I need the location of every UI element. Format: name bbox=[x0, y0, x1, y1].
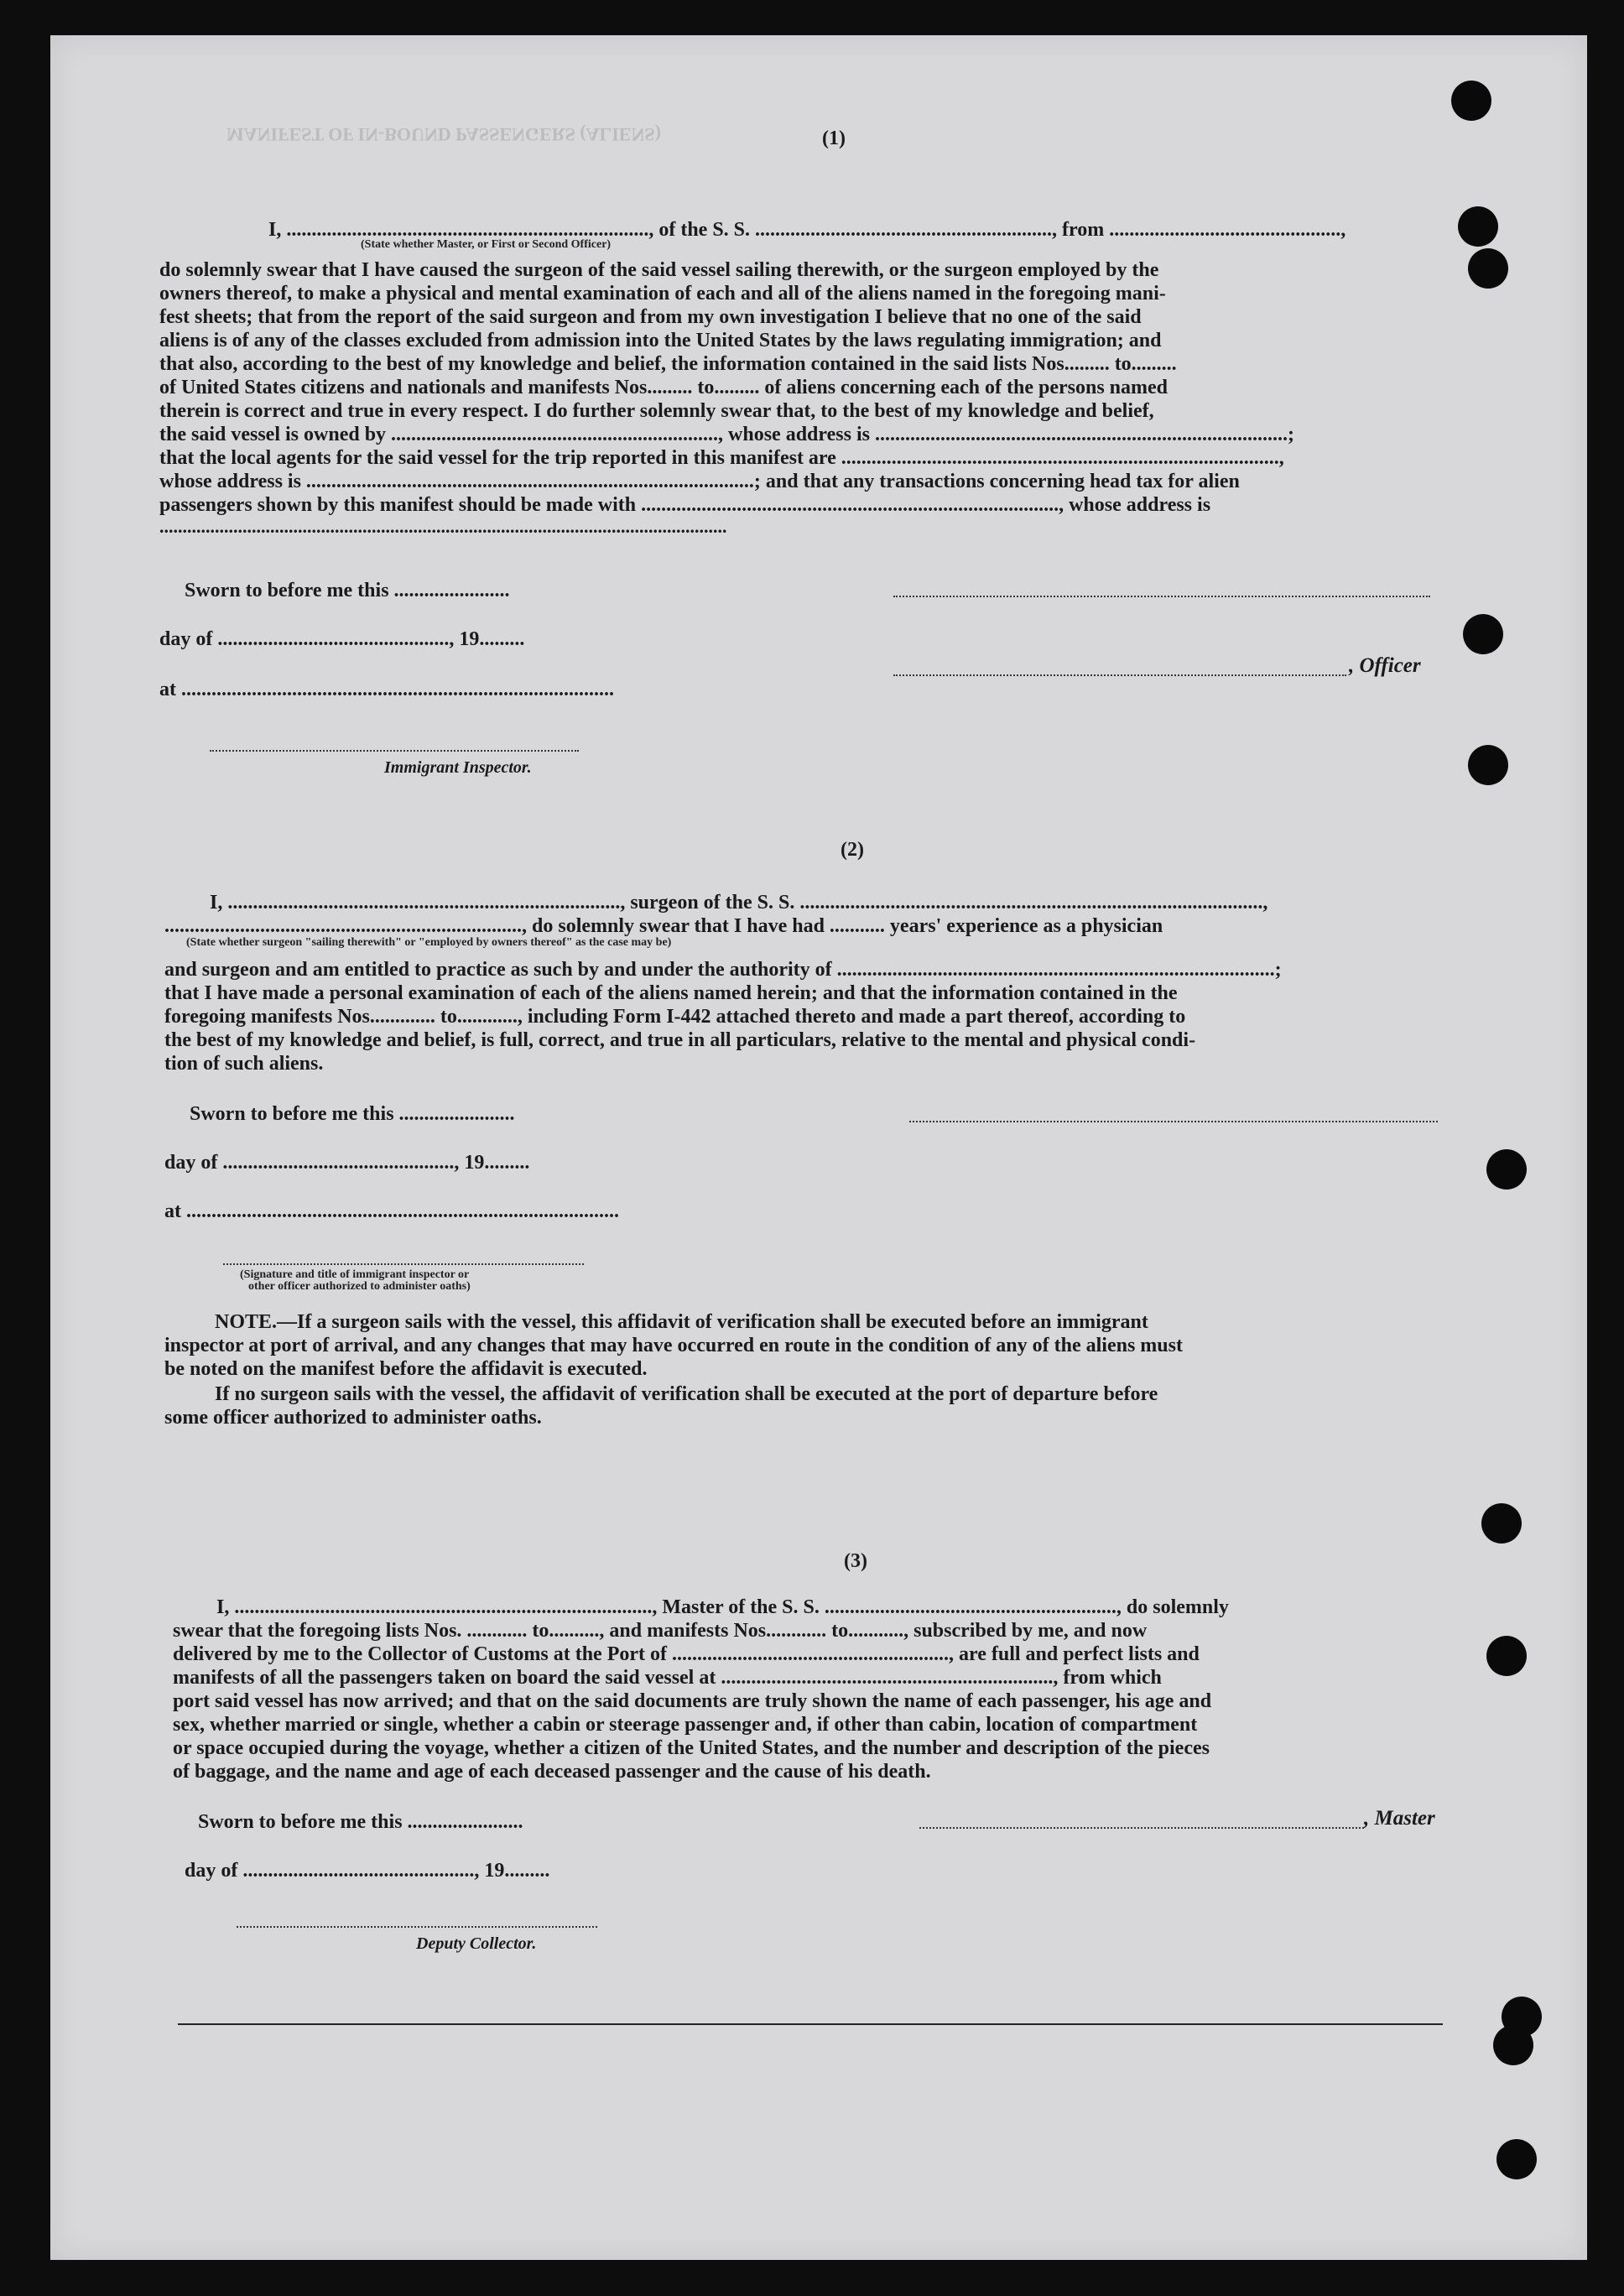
signature-note: other officer authorized to administer oaths) bbox=[248, 1280, 471, 1293]
oath-line: aliens is of any of the classes excluded from admission into the United States by the laws regulating immigration; and bbox=[159, 330, 1162, 351]
note-line: be noted on the manifest before the affidavit is executed. bbox=[164, 1358, 648, 1380]
master-line: of baggage, and the name and age of each deceased passenger and the cause of his death. bbox=[173, 1761, 931, 1783]
note-line: NOTE.—If a surgeon sails with the vessel, this affidavit of verification shall be executed before an immigrant bbox=[215, 1311, 1148, 1333]
oath-line: do solemnly swear that I have caused the surgeon of the said vessel sailing therewith, or the surgeon employed by the bbox=[159, 259, 1159, 281]
note-line: If no surgeon sails with the vessel, the affidavit of verification shall be executed at the port of departure before bbox=[215, 1383, 1158, 1405]
surgeon-line: foregoing manifests Nos............. to............, including Form I-442 attached thereto and made a part thereof, according to bbox=[164, 1006, 1186, 1028]
master-line: delivered by me to the Collector of Customs at the Port of ......................................................., are full and perfect lists and bbox=[173, 1643, 1200, 1665]
oath-line: fest sheets; that from the report of the said surgeon and from my own investigation I believe that no one of the said bbox=[159, 306, 1142, 328]
collector-label: Deputy Collector. bbox=[416, 1934, 537, 1953]
bottom-rule bbox=[178, 2023, 1443, 2025]
oath-line: that the local agents for the said vessel for the trip reported in this manifest are ......................................................................................., bbox=[159, 447, 1284, 469]
punch-hole bbox=[1451, 81, 1491, 121]
collector-signature-field[interactable] bbox=[237, 1926, 597, 1928]
punch-hole bbox=[1493, 2025, 1533, 2065]
inspector-label: Immigrant Inspector. bbox=[384, 758, 532, 777]
master-line: sex, whether married or single, whether a cabin or steerage passenger and, if other than cabin, location of compartment bbox=[173, 1714, 1198, 1736]
oath-line: therein is correct and true in every respect. I do further solemnly swear that, to the best of my knowledge and belief, bbox=[159, 400, 1154, 422]
section-3 bbox=[173, 1550, 1498, 2020]
section-number: (1) bbox=[822, 128, 846, 149]
surgeon-signature-field[interactable] bbox=[909, 1121, 1438, 1122]
master-line: port said vessel has now arrived; and that on the said documents are truly shown the name of each passenger, his age and bbox=[173, 1690, 1212, 1712]
punch-hole bbox=[1486, 1149, 1527, 1190]
master-label: , Master bbox=[1364, 1807, 1435, 1830]
section-1 bbox=[159, 128, 1485, 782]
section-2 bbox=[164, 839, 1490, 1476]
oath-line: I, ........................................................................, of the S. S. ..........................................................., from .............................................., bbox=[268, 219, 1346, 241]
surgeon-line: and surgeon and am entitled to practice as such by and under the authority of .......................................................................................; bbox=[164, 959, 1282, 981]
oath-line: passengers shown by this manifest should be made with ..................................................................................., whose address is bbox=[159, 494, 1211, 516]
oath-line: the said vessel is owned by ................................................................., whose address is ..................................................................................; bbox=[159, 424, 1294, 445]
surgeon-line: ......................................................................., do solemnly swear that I have had ........... years' experience as a physician bbox=[164, 915, 1163, 937]
surgeon-line: I, .............................................................................., surgeon of the S. S. ............................................................................................, bbox=[210, 892, 1268, 914]
day-line: day of .............................................., 19......... bbox=[185, 1860, 550, 1882]
section-number: (2) bbox=[841, 839, 864, 861]
master-line: swear that the foregoing lists Nos. ............ to.........., and manifests Nos............ to..........., subscribed by me, and now bbox=[173, 1620, 1148, 1642]
form-page bbox=[50, 35, 1587, 2260]
officer-label: , Officer bbox=[1349, 654, 1421, 677]
note-line: some officer authorized to administer oaths. bbox=[164, 1407, 542, 1429]
inspector-signature-field[interactable] bbox=[210, 750, 579, 752]
day-line: day of .............................................., 19......... bbox=[159, 628, 525, 650]
punch-hole bbox=[1496, 2139, 1537, 2179]
officer-rank-note: (State whether Master, or First or Second Officer) bbox=[361, 238, 612, 251]
officer-signature-field-2[interactable] bbox=[893, 674, 1346, 676]
oath-line: owners thereof, to make a physical and mental examination of each and all of the aliens named in the foregoing mani- bbox=[159, 283, 1166, 305]
officer-signature-field[interactable] bbox=[893, 596, 1430, 597]
bleed-through-header: MANIFEST OF IN-BOUND PASSENGERS (ALIENS) bbox=[226, 124, 661, 145]
master-line: I, ..................................................................................., Master of the S. S. .........................................................., do solemnly bbox=[216, 1596, 1229, 1618]
oath-line: of United States citizens and nationals and manifests Nos......... to......... of aliens concerning each of the persons named bbox=[159, 377, 1169, 398]
oath-line: whose address is .........................................................................................; and that any transactions concerning head tax for alien bbox=[159, 471, 1240, 492]
note-line: inspector at port of arrival, and any changes that may have occurred en route in the condition of any of the aliens must bbox=[164, 1335, 1183, 1356]
day-line: day of .............................................., 19......... bbox=[164, 1152, 530, 1174]
master-line: or space occupied during the voyage, whether a citizen of the United States, and the number and description of the pieces bbox=[173, 1737, 1210, 1759]
sworn-line: Sworn to before me this ....................... bbox=[198, 1811, 523, 1833]
master-line: manifests of all the passengers taken on board the said vessel at .................................................................., from which bbox=[173, 1667, 1162, 1689]
at-line: at ...................................................................................... bbox=[159, 679, 614, 700]
surgeon-line: the best of my knowledge and belief, is full, correct, and true in all particulars, relative to the mental and physical condi- bbox=[164, 1029, 1196, 1051]
surgeon-line: that I have made a personal examination of each of the aliens named herein; and that the information contained in the bbox=[164, 982, 1178, 1004]
master-signature-field[interactable] bbox=[919, 1827, 1364, 1829]
sworn-line: Sworn to before me this ....................... bbox=[190, 1103, 515, 1125]
oath-line: that also, according to the best of my knowledge and belief, the information contained in the said lists Nos......... to......... bbox=[159, 353, 1177, 375]
surgeon-type-note: (State whether surgeon "sailing therewith" or "employed by owners thereof" as the case may be) bbox=[186, 936, 672, 949]
surgeon-line: tion of such aliens. bbox=[164, 1053, 324, 1075]
section-number: (3) bbox=[844, 1550, 867, 1572]
inspector-signature-field[interactable] bbox=[223, 1263, 584, 1265]
sworn-line: Sworn to before me this ....................... bbox=[185, 580, 510, 601]
signature-note: (Signature and title of immigrant inspector or bbox=[240, 1268, 470, 1281]
oath-line: ........................................................................................................................... bbox=[159, 516, 727, 537]
at-line: at ...................................................................................... bbox=[164, 1200, 619, 1222]
punch-hole bbox=[1481, 1503, 1522, 1544]
